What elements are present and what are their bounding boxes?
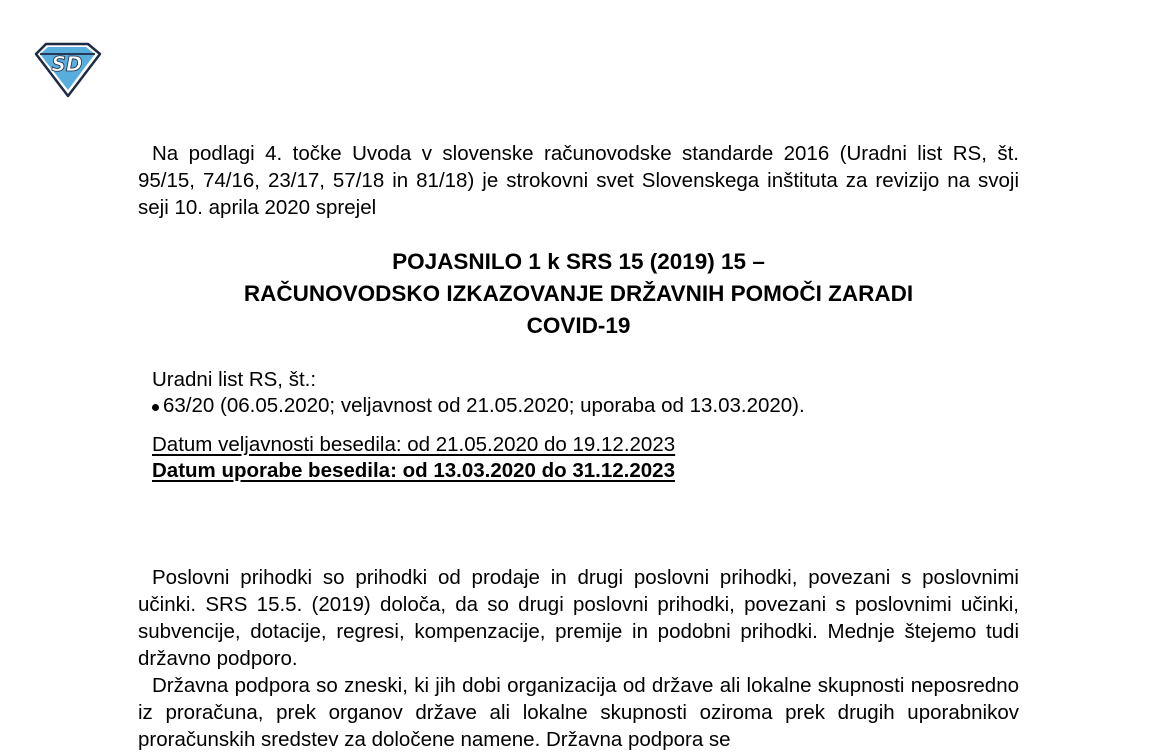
gazette-list-item xyxy=(152,393,805,419)
logo-text: SD xyxy=(51,52,83,76)
title-line-2: RAČUNOVODSKO IZKAZOVANJE DRŽAVNIH POMOČI ZARADI xyxy=(243,281,914,306)
title-line-1: POJASNILO 1 k SRS 15 (2019) 15 – xyxy=(392,249,765,274)
title-line-3: COVID-19 xyxy=(526,313,631,338)
document-title xyxy=(138,246,1019,342)
dates-block xyxy=(152,432,675,484)
validity-date: Datum veljavnosti besedila: od 21.05.2020 do 19.12.2023 xyxy=(152,433,676,456)
gazette-item-text: 63/20 (06.05.2020; veljavnost od 21.05.2020; uporaba od 13.03.2020). xyxy=(163,394,805,417)
body-paragraph-2: Državna podpora so zneski, ki jih dobi organizacija od države ali lokalne skupnosti neposredno iz proračuna, prek organov države ali lokalne skupnosti oziroma prek drugih uporabnikov proračunskih sredstev za določene namene. Državna podpora se xyxy=(138,674,1019,751)
application-date: Datum uporabe besedila: od 13.03.2020 do 31.12.2023 xyxy=(152,459,675,482)
body-text xyxy=(138,564,1019,753)
gazette-block xyxy=(152,367,805,419)
intro-paragraph: Na podlagi 4. točke Uvoda v slovenske računovodske standarde 2016 (Uradni list RS, št. 95/15, 74/16, 23/17, 57/18 in 81/18) je strokovni svet Slovenskega inštituta za revizijo na svoji seji 10. aprila 2020 sprejel xyxy=(138,142,1019,219)
body-paragraph-1: Poslovni prihodki so prihodki od prodaje in drugi poslovni prihodki, povezani s poslovnimi učinki. SRS 15.5. (2019) določa, da so drugi poslovni prihodki, povezani s poslovnimi učinki, subvencije, dotacije, regresi, kompenzacije, premije in podobni prihodki. Mednje štejemo tudi državno podporo. xyxy=(138,566,1019,670)
logo-icon xyxy=(30,40,104,100)
bullet-icon xyxy=(152,404,159,411)
gazette-label: Uradni list RS, št.: xyxy=(152,368,317,391)
